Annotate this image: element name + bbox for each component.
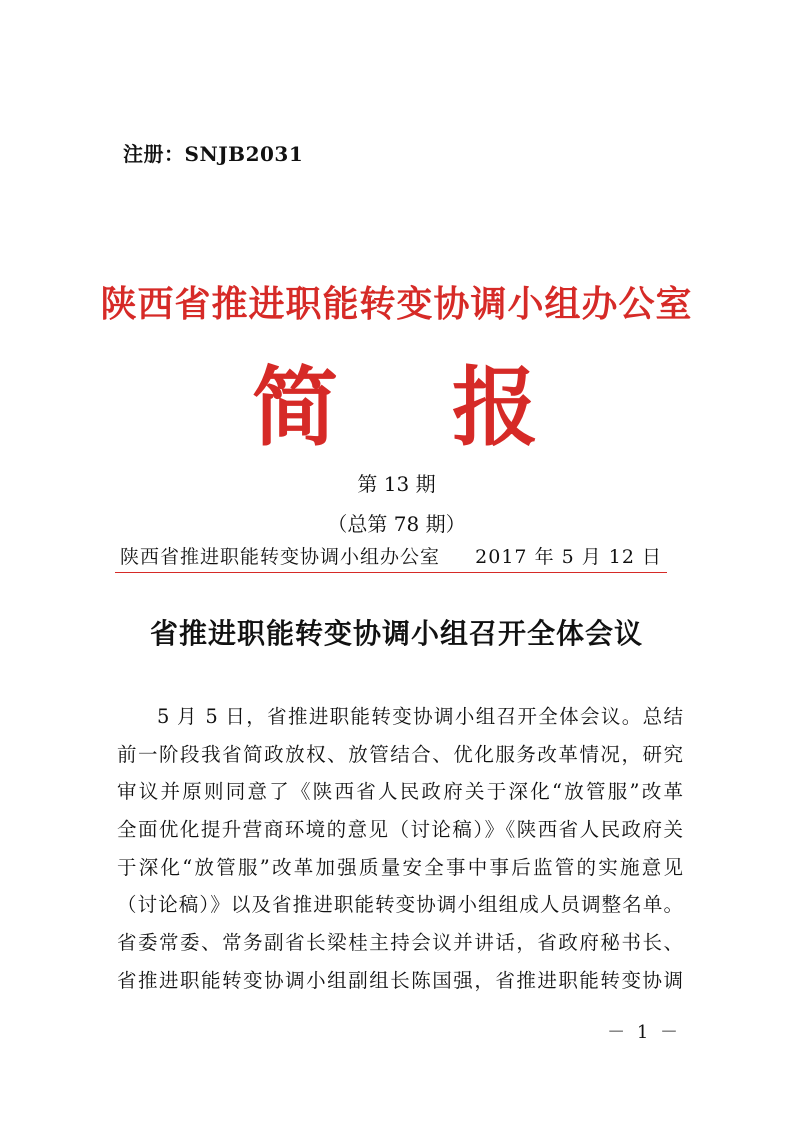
body-line: 5 月 5 日，省推进职能转变协调小组召开全体会议。总结 bbox=[157, 705, 683, 728]
article-title: 省推进职能转变协调小组召开全体会议 bbox=[149, 617, 643, 650]
red-divider bbox=[115, 572, 667, 573]
header-date: 2017 年 5 月 12 日 bbox=[475, 546, 662, 568]
header-org: 陕西省推进职能转变协调小组办公室 bbox=[120, 546, 441, 568]
issuer-banner: 陕西省推进职能转变协调小组办公室 bbox=[100, 284, 693, 325]
issue-number: 第 13 期 bbox=[357, 472, 436, 496]
page-number: － 1 － bbox=[607, 1022, 681, 1043]
body-line: 省委常委、常务副省长梁桂主持会议并讲话，省政府秘书长、 bbox=[117, 931, 683, 955]
issue-total: （总第 78 期） bbox=[327, 512, 466, 536]
header-line bbox=[120, 542, 668, 574]
article-body bbox=[117, 698, 683, 1000]
registration-number: 注册：SNJB2031 bbox=[123, 142, 304, 166]
body-line: 全面优化提升营商环境的意见（讨论稿）》《陕西省人民政府关 bbox=[117, 818, 683, 842]
body-line: 前一阶段我省简政放权、放管结合、优化服务改革情况，研究 bbox=[117, 742, 683, 766]
document-type-char-2: 报 bbox=[452, 358, 538, 458]
body-line: 审议并原则同意了《陕西省人民政府关于深化“放管服”改革 bbox=[117, 780, 683, 804]
body-line: 于深化“放管服”改革加强质量安全事中事后监管的实施意见 bbox=[117, 855, 683, 879]
document-type-title bbox=[0, 358, 793, 458]
body-line: 省推进职能转变协调小组副组长陈国强，省推进职能转变协调 bbox=[117, 968, 683, 992]
document-type-char-1: 简 bbox=[252, 358, 338, 458]
body-line: （讨论稿）》以及省推进职能转变协调小组组成人员调整名单。 bbox=[117, 893, 683, 917]
